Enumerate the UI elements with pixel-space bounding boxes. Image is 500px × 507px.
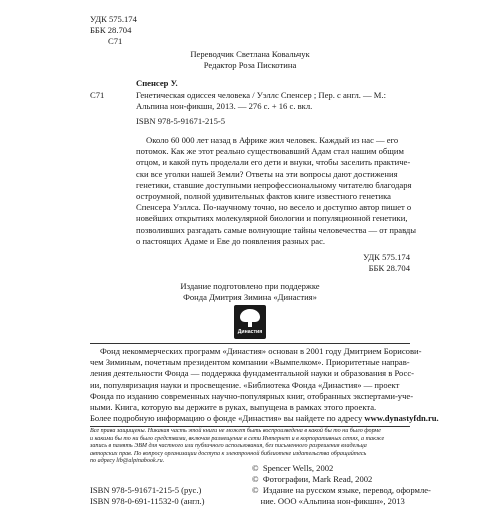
rights-line: авторских прав. По вопросу организации доступа к электронной библиотеке издательства обращайтесь [90,450,367,457]
rights-line: Все права защищены. Никакая часть этой книги не может быть воспроизведена в какой бы то ни было форме [90,428,381,434]
foundation-line-text: Более подробную информацию о фонде «Династия» вы найдете по адресу [90,413,363,424]
record-line: Генетическая одиссея человека / Уэллс Спенсер ; Пер. с англ. — М.: [136,90,386,100]
foundation-line: Фонд некоммерческих программ «Династия» основан в 2001 году Дмитрием Борисови- [100,346,422,356]
isbn-block [90,485,205,507]
annotation-line: потомок. Как же этот реально существовавший Адам стал нашим общим [136,146,404,157]
annotation-line: Около 60 000 лет назад в Африке жил человек. Каждый из нас — его [146,135,399,145]
editor-credit: Редактор Роза Пискотина [203,60,297,70]
udk-top: УДК 575.174 [90,14,137,24]
foundation-description [90,346,439,424]
annotation-line: отцом, и какой путь проделали его дети и внуки, чтобы заселить практиче- [136,157,411,168]
annotation-line: о пастоящих Адаме и Еве до появления разных рас. [136,235,326,246]
annotation [136,135,416,247]
foundation-line: ии, популяризация науки и просвещение. «Библиотека Фонда «Династия» — проект [90,379,400,390]
record-isbn: ISBN 978-5-91671-215-5 [136,116,226,126]
rights-line: и какими бы то ни было средствами, включая размещение в сети Интернет и в корпоративных сетях, а также [90,435,385,442]
foundation-line: ления деятельности Фонда — поддержка фундаментальной науки и образования в Росс- [90,368,415,379]
udk-bottom: УДК 575.174 [363,252,410,262]
divider-rule-top [90,343,410,344]
isbn-ru: ISBN 978-5-91671-215-5 (рус.) [90,485,202,495]
bbk-top: ББК 28.704 [90,25,132,35]
foundation-line: чем Зиминым, почетным президентом компании «Вымпелком». Приоритетные направ- [90,357,410,368]
rights-line: по адресу lib@alpinabook.ru. [90,458,165,465]
foundation-line [90,413,439,424]
copyright-line: © Фотографии, Mark Read, 2002 [252,474,373,484]
copyright-line: © Издание на русском языке, перевод, оформле- [252,485,431,495]
copyright-line: © Spencer Wells, 2002 [252,463,334,473]
annotation-line: позволивших разгадать самые волнующие тайны человечества — от правды [136,224,417,235]
support-line-1: Издание подготовлено при поддержке [180,281,320,291]
support-line-2: Фонда Дмитрия Зимина «Династия» [183,292,317,302]
annotation-line: Спенсера Уэллса. По-научному точно, но весело и доступно автор пишет о [136,202,412,213]
record-line: Альпина нон-фикшн, 2013. — 276 с. + 16 с. вкл. [136,101,313,111]
bbk-bottom: ББК 28.704 [368,263,410,273]
author-code-top: С71 [108,36,123,46]
dynasty-logo [234,305,266,339]
rights-notice [90,428,384,466]
copyright-line: ние. ООО «Альпина нон-фикшн», 2013 [252,496,405,506]
rights-line: запись в память ЭВМ для частного или публичного использования, без письменного разрешения владельца [90,443,367,450]
annotation-line: остроумной, полной удивительных фактов книге известного генетика [136,191,392,202]
translator-credit: Переводчик Светлана Ковальчук [190,49,310,59]
foundation-line: Фонда по изданию современных научно-популярных книг, отобранных экспертами-уче- [90,390,414,401]
annotation-line: ски все уголки нашей Земли? Ответы на эти вопросы дают достижения [136,168,398,179]
record-code: С71 [90,90,105,100]
annotation-line: генетики, ставшие доступными непрофессиональному читателю благодаря [136,179,412,190]
annotation-line: новейших открытиях молекулярной биологии и популяционной генетики, [136,213,408,224]
foundation-line: ными. Книга, которую вы держите в руках, выпущена в рамках этого проекта. [90,402,377,413]
record-author: Спенсер У. [136,78,178,88]
isbn-en: ISBN 978-0-691-11532-0 (англ.) [90,496,205,506]
divider-rule-bottom [90,426,410,427]
foundation-url[interactable]: www.dynastyfdn.ru. [364,413,439,424]
logo-caption: Династия [237,329,263,335]
copyright-block [252,463,431,507]
